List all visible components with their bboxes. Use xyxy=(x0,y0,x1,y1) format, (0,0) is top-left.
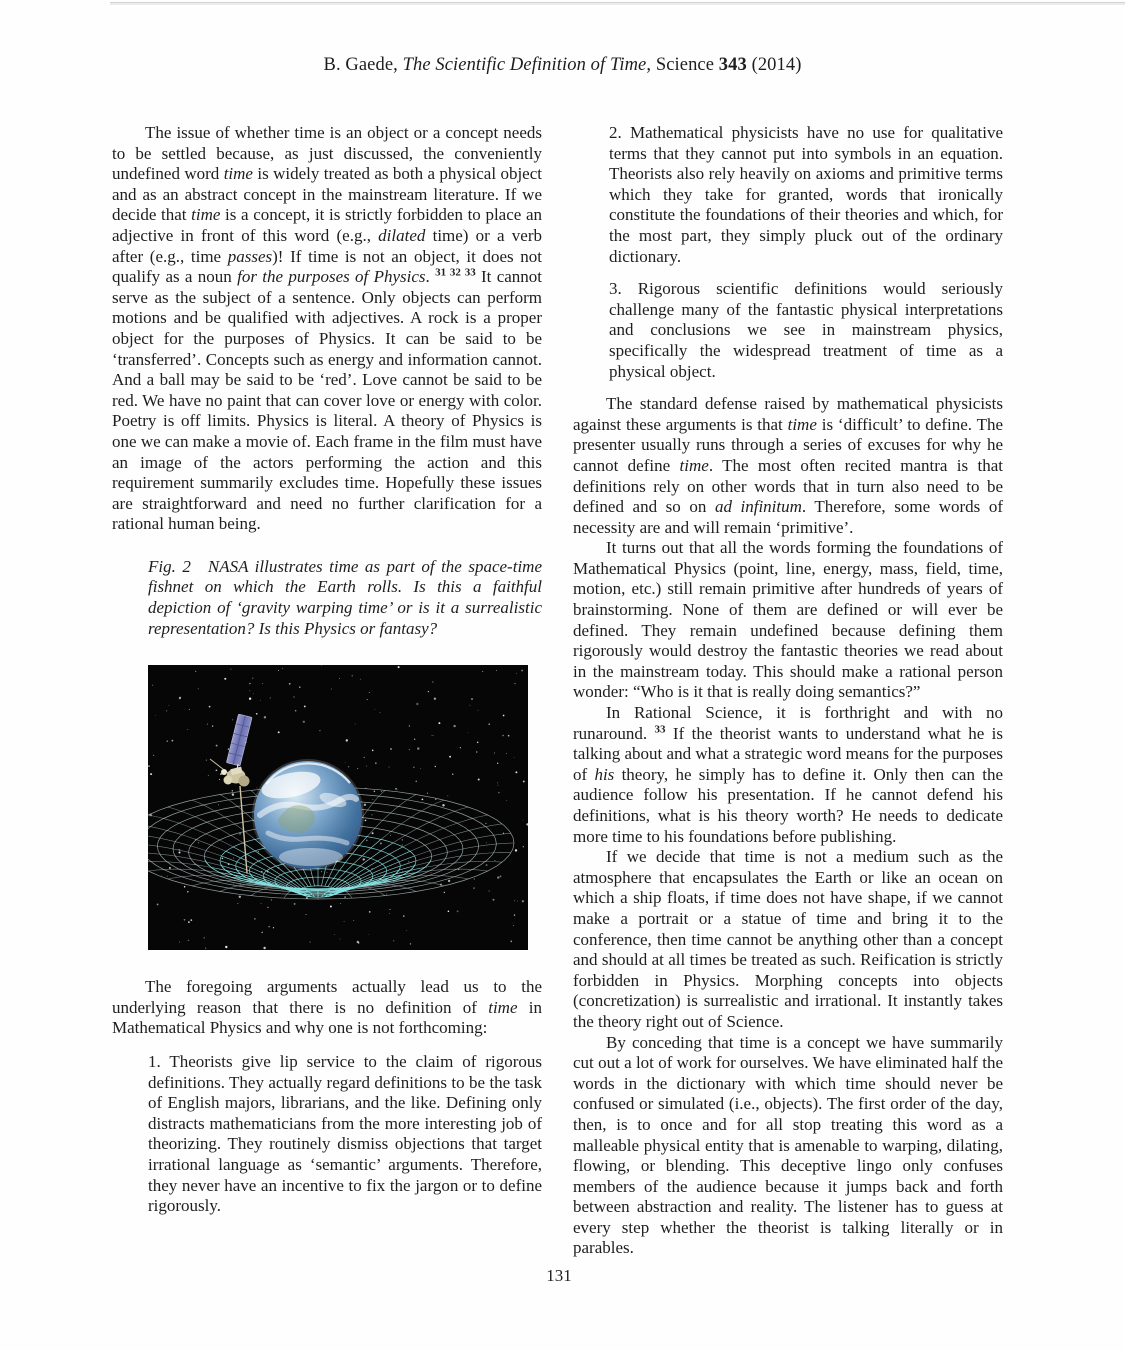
paragraph-foregoing-arguments: The foregoing arguments actually lead us to the underlying reason that there is no definition of time in Mathematical Physics and why one is not forthcoming: xyxy=(112,977,542,1038)
page-top-rule xyxy=(110,2,1125,5)
figure-2-image xyxy=(148,665,528,950)
list-item-3: 3. Rigorous scientific definitions would seriously challenge many of the fantastic physical interpretations and conclusions we see in mainstream physics, specifically the widespread treatment of time as a physical object. xyxy=(609,279,1003,381)
spacetime-fishnet-illustration xyxy=(148,665,528,950)
two-column-body xyxy=(112,123,1004,1259)
page-number: 131 xyxy=(546,1266,572,1285)
paragraph-standard-defense: The standard defense raised by mathematical physicists against these arguments is that time is ‘difficult’ to define. The presenter usually runs through a series of excuses for why he cannot define time. The most often recited mantra is that definitions rely on other words that in turn also need to be defined and so on ad infinitum. Therefore, some words of necessity are and will remain ‘primitive’. xyxy=(573,394,1004,537)
right-column xyxy=(573,123,1003,1259)
figure-caption: Fig. 2 NASA illustrates time as part of the space-time fishnet on which the Earth rolls. Is this a faithful depiction of ‘gravity warping time’ or is it a surrealistic representation? Is this Physics or fantasy? xyxy=(148,556,542,638)
paper-header: B. Gaede, The Scientific Definition of Time, Science 343 (2014) xyxy=(323,55,802,75)
earth xyxy=(252,759,364,871)
paragraph-if-we-decide: If we decide that time is not a medium such as the atmosphere that encapsulates the Earth or like an ocean on which a ship floats, if time does not have shape, if we cannot make a portrait or a statue of time and bring it to the conference, then time cannot be anything other than a concept and should at all times be treated as such. Reification is strictly forbidden in Physics. Morphing concepts into objects (concretization) is surrealistic and irrational. It instantly takes the theory right out of Science. xyxy=(573,847,1003,1031)
paragraph-rational-science: In Rational Science, it is forthright and with no runaround. $^{33}$ If the theorist wants to understand what he is talking about and what a strategic word means for the purposes of his theory, he simply has to define it. Only then can the audience follow his presentation. If he cannot defend his definitions, what is his theory worth? He needs to dedicate more time to his foundations before publishing. xyxy=(573,703,1003,846)
list-item-2: 2. Mathematical physicists have no use for qualitative terms that they cannot put into symbols in an equation. Theorists also rely heavily on axioms and primitive terms which they take for granted, words that ironically constitute the foundations of their theories and which, for the most part, they simply pluck out of the ordinary dictionary. xyxy=(609,123,1003,266)
paragraph-by-conceding: By conceding that time is a concept we have summarily cut out a lot of work for ourselves. We have eliminated half the words in the dictionary with which time should never be confused or simulated (i.e., objects). The first order of the day, then, is to once and for all stop treating this word as a malleable physical entity that is amenable to warping, dilating, flowing, or blending. This deceptive lingo only confuses members of the audience because it jumps back and forth between abstraction and reality. The listener has to guess at every step whether the theorist is talking literally or in parables. xyxy=(573,1032,1003,1258)
left-column xyxy=(112,123,542,1259)
list-item-1: 1. Theorists give lip service to the claim of rigorous definitions. They actually regard definitions to be the task of English majors, librarians, and the like. Defining only distracts mathematicians from the more interesting job of theorizing. They routinely dismiss objections that target irrational language as ‘semantic’ arguments. Therefore, they never have an incentive to fix the jargon or to define rigorously. xyxy=(148,1052,542,1216)
paragraph-time-object-or-concept: The issue of whether time is an object or a concept needs to be settled because, as just discussed, the conveniently undefined word time is widely treated as both a physical object and as an abstract concept in the mainstream literature. If we decide that time is a concept, it is strictly forbidden to place an adjective in front of this word (e.g., dilated time) or a verb after (e.g., time passes)! If time is not an object, it does not qualify as a noun for the purposes of Physics. $^{31 32 33}$ It cannot serve as the subject of a sentence. Only objects can perform motions and be qualified with adjectives. A rock is a proper object for the purposes of Physics. It can be said to be ‘transferred’. Concepts such as energy and information cannot. And a ball may be said to be ‘red’. Love cannot be said to be red. We have no paint that can cover love or energy with color. Poetry is off limits. Physics is literal. A theory of Physics is one we can make a movie of. Each frame in the film must have an image of the actors performing the action and this requirement summarily excludes time. Hopefully these issues are straightforward and need no further clarification for a rational human being. xyxy=(112,123,543,534)
paragraph-it-turns-out: It turns out that all the words forming the foundations of Mathematical Physics (point, line, energy, mass, field, time, motion, etc.) still remain primitive after hundreds of years of brainstorming. None of them are defined or will ever be defined. They remain undefined because defining them rigorously would destroy the fantastic theories we read about in the mainstream today. This should make a rational person wonder: “Who is it that is really doing semantics?” xyxy=(573,538,1003,702)
